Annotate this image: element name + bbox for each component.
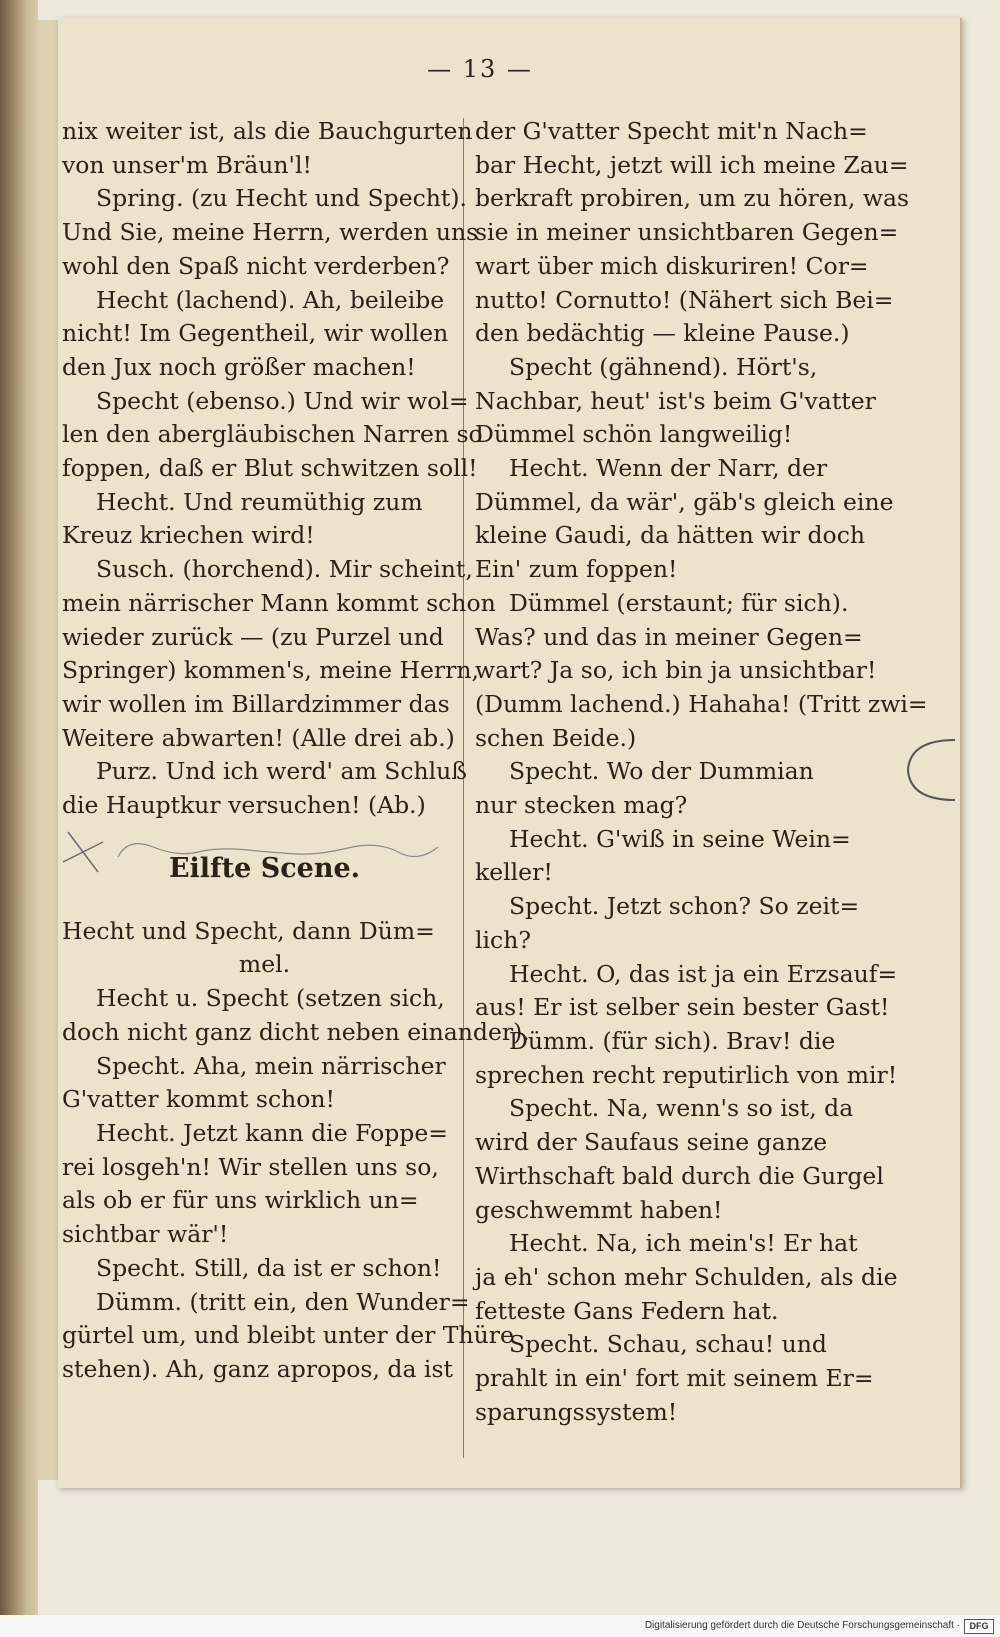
left-column-lines-after <box>62 915 530 1387</box>
text-line: sprechen recht reputirlich von mir! <box>475 1060 898 1089</box>
text-line: Wirthschaft bald durch die Gurgel <box>475 1161 884 1190</box>
dfg-logo: DFG <box>964 1619 994 1634</box>
text-line: Springer) kommen's, meine Herrn, <box>62 656 479 685</box>
text-line: ja eh' schon mehr Schulden, als die <box>475 1262 898 1291</box>
text-line: Dümm. (für sich). Brav! die <box>509 1026 836 1055</box>
text-line: Hecht. Jetzt kann die Foppe= <box>96 1118 448 1147</box>
left-column-lines <box>62 115 496 823</box>
text-line: sie in meiner unsichtbaren Gegen= <box>475 218 899 247</box>
text-line: die Hauptkur versuchen! (Ab.) <box>62 791 426 820</box>
text-line: wohl den Spaß nicht verderben? <box>62 251 450 280</box>
text-line: geschwemmt haben! <box>475 1195 723 1224</box>
text-line: Hecht. Und reumüthig zum <box>96 487 423 516</box>
text-line: Specht. Wo der Dummian <box>509 757 814 786</box>
text-line: prahlt in ein' fort mit seinem Er= <box>475 1364 874 1393</box>
text-line: bar Hecht, jetzt will ich meine Zau= <box>475 150 909 179</box>
text-line: berkraft probiren, um zu hören, was <box>475 184 910 213</box>
digitization-credit: Digitalisierung gefördert durch die Deutsche Forschungsgemeinschaft · <box>644 1620 960 1631</box>
text-line: Hecht. O, das ist ja ein Erzsauf= <box>509 959 898 988</box>
text-line: Und Sie, meine Herrn, werden uns <box>62 218 479 247</box>
text-line: sichtbar wär'! <box>62 1220 229 1249</box>
text-line: den bedächtig — kleine Pause.) <box>475 319 850 348</box>
text-line: Kreuz kriechen wird! <box>62 521 315 550</box>
text-line: lich? <box>475 925 531 954</box>
text-line: Specht. Schau, schau! und <box>509 1330 827 1359</box>
text-line: Hecht (lachend). Ah, beileibe <box>96 285 445 314</box>
text-line: nix weiter ist, als die Bauchgurten <box>62 117 473 145</box>
text-line: Specht (gähnend). Hört's, <box>509 352 818 381</box>
book-spine-edge <box>0 0 38 1637</box>
text-line: Specht (ebenso.) Und wir wol= <box>96 386 469 415</box>
text-line: mein närrischer Mann kommt schon <box>62 588 496 617</box>
text-line: Ein' zum foppen! <box>475 555 678 584</box>
text-line: Dümmel schön langweilig! <box>475 420 793 449</box>
text-line: foppen, daß er Blut schwitzen soll! <box>62 454 478 483</box>
text-line: mel. <box>238 950 291 979</box>
text-line: keller! <box>475 858 553 887</box>
text-line: Weitere abwarten! (Alle drei ab.) <box>62 723 455 752</box>
text-line: wir wollen im Billardzimmer das <box>62 689 450 718</box>
text-line: als ob er für uns wirklich un= <box>62 1186 419 1215</box>
text-line: Specht. Still, da ist er schon! <box>96 1253 442 1282</box>
text-line: Purz. Und ich werd' am Schluß <box>96 757 467 786</box>
text-line: Nachbar, heut' ist's beim G'vatter <box>475 386 876 415</box>
text-line: Hecht u. Specht (setzen sich, <box>96 984 445 1013</box>
text-line: wart? Ja so, ich bin ja unsichtbar! <box>475 656 877 685</box>
text-line: Specht. Jetzt schon? So zeit= <box>509 892 860 921</box>
text-line: Spring. (zu Hecht und Specht). <box>96 184 467 213</box>
text-line: der G'vatter Specht mit'n Nach= <box>475 117 868 145</box>
text-line: doch nicht ganz dicht neben einander). <box>62 1017 530 1046</box>
text-line: Dümmel (erstaunt; für sich). <box>509 588 849 617</box>
text-line: Dümmel, da wär', gäb's gleich eine <box>475 487 894 516</box>
text-line: rei losgeh'n! Wir stellen uns so, <box>62 1152 439 1181</box>
text-line: kleine Gaudi, da hätten wir doch <box>475 521 865 550</box>
text-line: (Dumm lachend.) Hahaha! (Tritt zwi= <box>475 689 928 718</box>
text-line: nutto! Cornutto! (Nähert sich Bei= <box>475 285 894 314</box>
text-line: G'vatter kommt schon! <box>62 1085 335 1114</box>
text-line: Hecht und Specht, dann Düm= <box>62 916 435 945</box>
right-column <box>475 115 928 1429</box>
text-line: Was? und das in meiner Gegen= <box>475 622 863 651</box>
scene-title: Eilfte Scene. <box>168 852 361 884</box>
text-line: wird der Saufaus seine ganze <box>475 1128 828 1157</box>
text-line: von unser'm Bräun'l! <box>62 150 312 179</box>
text-line: Hecht. Na, ich mein's! Er hat <box>509 1229 858 1258</box>
text-line: aus! Er ist selber sein bester Gast! <box>475 993 890 1022</box>
text-line: Hecht. Wenn der Narr, der <box>509 454 828 483</box>
text-line: fetteste Gans Federn hat. <box>475 1296 779 1325</box>
text-line: nicht! Im Gegentheil, wir wollen <box>62 319 449 348</box>
text-line: schen Beide.) <box>475 723 637 752</box>
text-line: den Jux noch größer machen! <box>62 352 416 381</box>
text-line: len den abergläubischen Narren so <box>62 420 483 449</box>
text-line: wart über mich diskuriren! Cor= <box>475 251 869 280</box>
text-line: Hecht. G'wiß in seine Wein= <box>509 824 851 853</box>
page-number: — 13 — <box>427 55 533 83</box>
text-line: wieder zurück — (zu Purzel und <box>62 622 444 651</box>
text-line: Specht. Na, wenn's so ist, da <box>509 1094 854 1123</box>
text-line: stehen). Ah, ganz apropos, da ist <box>62 1354 453 1383</box>
text-line: sparungssystem! <box>475 1397 678 1426</box>
text-line: Susch. (horchend). Mir scheint, <box>96 555 473 584</box>
page-tab-marker <box>900 735 960 805</box>
text-line: gürtel um, und bleibt unter der Thüre <box>62 1321 514 1350</box>
text-line: Specht. Aha, mein närrischer <box>96 1051 446 1080</box>
text-line: Dümm. (tritt ein, den Wunder= <box>96 1287 470 1316</box>
text-line: nur stecken mag? <box>475 791 688 820</box>
